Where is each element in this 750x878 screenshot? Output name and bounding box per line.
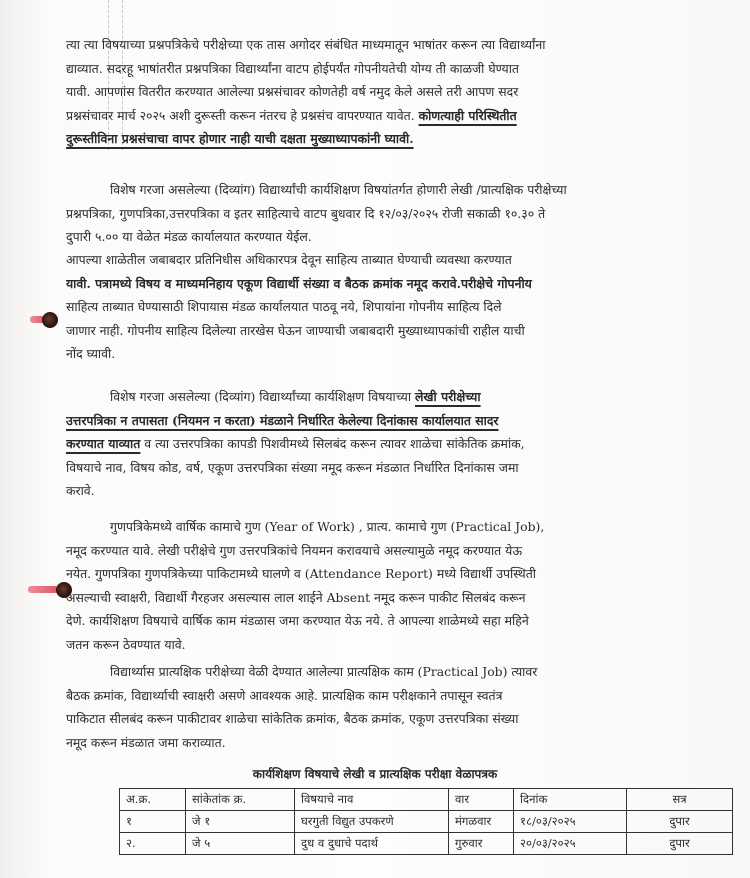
text-segment: व त्या उत्तरपत्रिका कापडी पिशवीमध्ये सिलबंद करून त्यावर शाळेचा सांकेतिक क्रमांक, <box>140 436 525 452</box>
header-session: सत्र <box>627 789 733 811</box>
text-line <box>66 104 676 128</box>
text-line <box>66 409 676 433</box>
text-line: साहित्य ताब्यात घेण्यासाठी शिपायास मंडळ कार्यालयात पाठवू नये, शिपायांना गोपनीय साहित्य दिले <box>66 299 502 315</box>
text-line: त्या त्या विषयाच्या प्रश्नपत्रिकेचे परीक्षेच्या एक तास अगोदर संबंधित माध्यमातून भाषांतर करून त्या विद्यार्थ्यांना <box>66 37 546 52</box>
underlined-text: उत्तरपत्रिका न तपासता (नियमन न करता) मंडळाने निर्धारित केलेल्या दिनांकास कार्यालयात सादर <box>66 412 499 428</box>
cell-code-no: जे ५ <box>186 833 295 855</box>
text-line: नमूद करण्यात यावे. लेखी परीक्षेचे गुण उत्तरपत्रिकांचे नियमन करावयाचे असल्यामुळे नमूद करण्यात येऊ <box>66 542 523 558</box>
text-line: आपल्या शाळेतील जबाबदार प्रतिनिधीस अधिकारपत्र देवून साहित्य ताब्यात घेण्याची व्यवस्था करण्यात <box>66 252 512 267</box>
cell-session: दुपार <box>627 833 733 855</box>
cell-subject-name: दुध व दुधाचे पदार्थ <box>295 833 449 855</box>
underlined-text: दुरूस्तीविना प्रश्नसंचाचा वापर होणार नाही याची दक्षता मुख्याध्यापकांनी घ्यावी. <box>66 131 414 147</box>
text-line: दुपारी ५.०० या वेळेत मंडळ कार्यालयात करण्यात येईल. <box>66 229 312 245</box>
text-line: जतन करून ठेवण्यात यावे. <box>66 636 186 652</box>
text-line: द्याव्यात. सदरहू भाषांतरीत प्रश्नपत्रिका विद्यार्थ्यांना वाटप होईपर्यंत गोपनीयतेची योग्य ती काळजी घेण्यात <box>66 60 519 76</box>
header-code-no: सांकेतांक क्र. <box>186 789 295 811</box>
text-line: प्रश्नपत्रिका, गुणपत्रिका,उत्तरपत्रिका व इतर साहित्याचे वाटप बुधवार दि १२/०३/२०२५ रोजी सकाळी १०.३० ते <box>66 205 546 221</box>
schedule-title: कार्यशिक्षण विषयाचे लेखी व प्रात्यक्षिक परीक्षा वेळापत्रक <box>252 767 498 781</box>
cell-date: २०/०३/२०२५ <box>514 833 627 855</box>
cell-day: गुरुवार <box>449 833 514 855</box>
text-line: विषयाचे नाव, विषय कोड, वर्ष, एकूण उत्तरपत्रिका संख्या नमूद करून मंडळात निर्धारित दिनांकास जमा <box>66 459 519 475</box>
text-line: नोंद घ्यावी. <box>66 346 116 362</box>
header-serial-no: अ.क्र. <box>120 789 186 811</box>
text-line <box>66 127 676 151</box>
text-line <box>66 385 676 409</box>
paragraph-translation-instructions <box>66 33 676 151</box>
underlined-text: कोणत्याही परिस्थितीत <box>418 107 517 123</box>
table-header-row <box>120 789 733 811</box>
header-day: वार <box>449 789 514 811</box>
text-line: विद्यार्थ्यास प्रात्यक्षिक परीक्षेच्या वेळी देण्यात आलेल्या प्रात्यक्षिक काम (Practical Job) त्यावर <box>110 664 538 679</box>
paragraph-material-distribution <box>66 178 676 249</box>
table-row <box>120 811 733 833</box>
exam-schedule-table <box>119 788 733 855</box>
text-line: गुणपत्रिकेमध्ये वार्षिक कामाचे गुण (Year of Work) , प्रात्य. कामाचे गुण (Practical Job), <box>110 519 545 534</box>
paragraph-representative-authorization <box>66 248 676 366</box>
cell-subject-name: घरगुती विद्युत उपकरणे <box>295 811 449 833</box>
cell-date: १८/०३/२०२५ <box>514 811 627 833</box>
text-segment: विशेष गरजा असलेल्या (दिव्यांग) विद्यार्थ्यांच्या कार्यशिक्षण विषयाच्या <box>110 389 416 404</box>
text-line: यावी. आपणांस वितरीत करण्यात आलेल्या प्रश्नसंचावर कोणतेही वर्ष नमुद केले असले तरी आपण सदर <box>66 84 519 100</box>
punch-hole <box>42 312 58 328</box>
paragraph-practical-job <box>66 660 676 754</box>
text-line: यावी. पत्रामध्ये विषय व माध्यमनिहाय एकूण विद्यार्थी संख्या व बैठक क्रमांक नमूद करावे.परीक्षेचे गोपनीय <box>66 275 532 291</box>
cell-day: मंगळवार <box>449 811 514 833</box>
text-line: असल्याची स्वाक्षरी, विद्यार्थी गैरहजर असल्यास लाल शाईने Absent नमूद करून पाकीट सिलबंद करून <box>66 589 526 605</box>
paragraph-mark-sheets <box>66 515 676 657</box>
table-row <box>120 833 733 855</box>
paragraph-answer-sheets <box>66 385 676 503</box>
header-date: दिनांक <box>514 789 627 811</box>
cell-serial-no: २. <box>120 833 186 855</box>
binding-string <box>28 586 58 593</box>
underlined-text: लेखी परीक्षेच्या <box>415 389 481 404</box>
text-line: पाकिटात सीलबंद करून पाकीटावर शाळेचा सांकेतिक क्रमांक, बैठक क्रमांक, एकूण उत्तरपत्रिका संख्या <box>66 711 519 727</box>
text-line <box>66 432 676 456</box>
text-line: करावे. <box>66 483 95 499</box>
text-line: विशेष गरजा असलेल्या (दिव्यांग) विद्यार्थ्यांची कार्यशिक्षण विषयांतर्गत होणारी लेखी /प्रात्यक्षिक परीक्षेच्या <box>110 182 567 197</box>
header-subject-name: विषयाचे नाव <box>295 789 449 811</box>
cell-code-no: जे १ <box>186 811 295 833</box>
cell-serial-no: १ <box>120 811 186 833</box>
cell-session: दुपार <box>627 811 733 833</box>
text-line: नयेत. गुणपत्रिका गुणपत्रिकेच्या पाकिटामध्ये घालणे व (Attendance Report) मध्ये विद्यार्थी उपस्थिती <box>66 566 536 582</box>
text-line: जाणार नाही. गोपनीय साहित्य दिलेल्या तारखेस घेऊन जाण्याची जबाबदारी मुख्याध्यापकांची राहील याची <box>66 322 525 338</box>
text-line: बैठक क्रमांक, विद्यार्थ्याची स्वाक्षरी असणे आवश्यक आहे. प्रात्यक्षिक काम परीक्षकाने तपासून स्वतंत्र <box>66 687 503 703</box>
underlined-text: करण्यात याव्यात <box>66 436 141 452</box>
text-segment: प्रश्नसंचावर मार्च २०२५ अशी दुरूस्ती करून नंतरच हे प्रश्नसंच वापरण्यात यावेत. <box>66 107 419 123</box>
text-line: नमूद करून मंडळात जमा कराव्यात. <box>66 734 226 750</box>
text-line: देणे. कार्यशिक्षण विषयाचे वार्षिक काम मंडळास जमा करण्यात येऊ नये. ते आपल्या शाळेमध्ये सहा महिने <box>66 613 529 629</box>
